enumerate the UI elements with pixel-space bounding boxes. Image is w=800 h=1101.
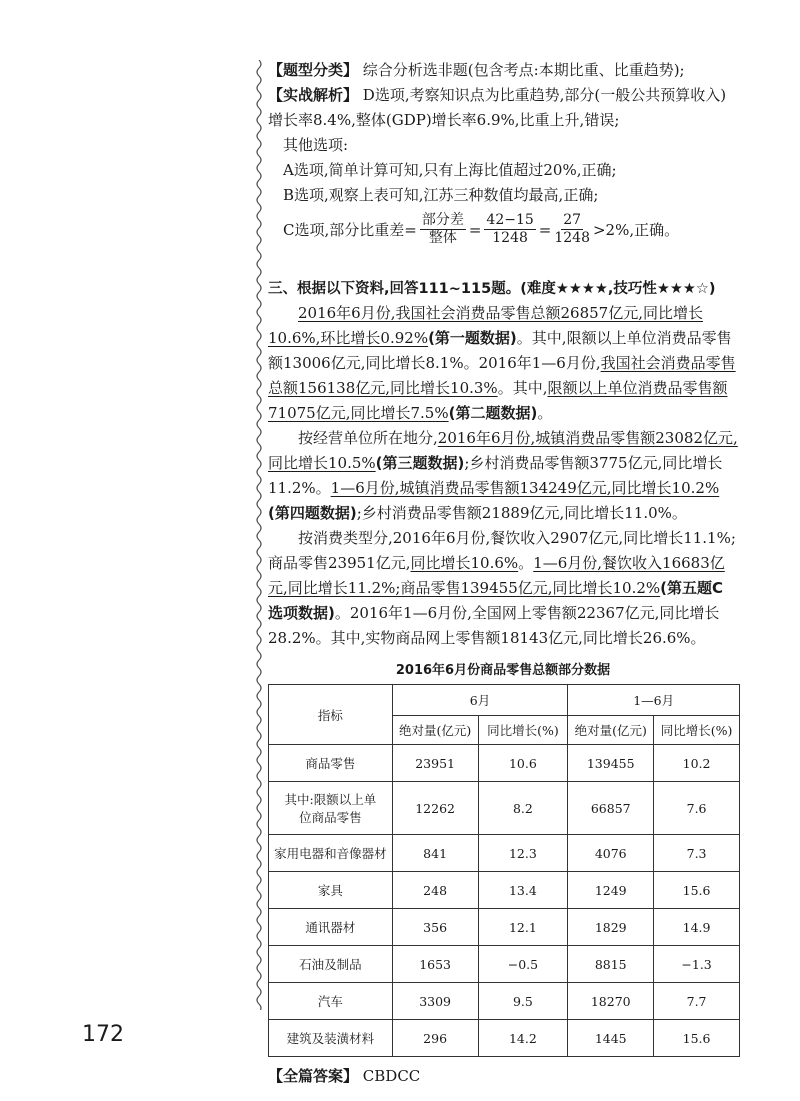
paragraph-text: 。 <box>518 554 534 572</box>
cell-june-abs: 356 <box>392 909 478 946</box>
other-options: 其他选项: <box>283 136 349 154</box>
cell-h1-abs: 1249 <box>568 872 654 909</box>
cell-h1-growth: 15.6 <box>654 872 740 909</box>
option-c-prefix: C选项,部分比重差= <box>283 221 417 239</box>
cell-h1-growth: 10.2 <box>654 745 740 782</box>
table-row <box>269 1020 740 1057</box>
paragraph-text: 。其中,限额以上单位消费品零售额13006亿元,同比增长8.1%。2016年1—6月份, <box>268 329 732 372</box>
margin-wavy-line <box>254 60 264 1010</box>
cell-june-growth: 13.4 <box>478 872 568 909</box>
table-row <box>269 909 740 946</box>
cell-h1-abs: 18270 <box>568 983 654 1020</box>
row-name: 其中:限额以上单位商品零售 <box>269 782 393 835</box>
cell-june-growth: 10.6 <box>478 745 568 782</box>
cell-june-abs: 841 <box>392 835 478 872</box>
header-jan-jun: 1—6月 <box>568 685 740 716</box>
cell-june-abs: 12262 <box>392 782 478 835</box>
cell-h1-abs: 1445 <box>568 1020 654 1057</box>
question-tag: (第五题C选项数据) <box>268 579 724 622</box>
cell-june-growth: 9.5 <box>478 983 568 1020</box>
table-row <box>269 946 740 983</box>
subheader-absolute: 绝对量(亿元) <box>392 716 478 745</box>
question-tag: (第一题数据) <box>428 329 517 347</box>
practice-text: D选项,考察知识点为比重趋势,部分(一般公共预算收入)增长率8.4%,整体(GDP)增长率6.9%,比重上升,错误; <box>268 86 727 129</box>
fraction-difference <box>484 212 535 247</box>
fraction-denominator: 整体 <box>428 230 457 246</box>
table-row <box>269 782 740 835</box>
row-name: 石油及制品 <box>269 946 393 983</box>
material-paragraph-3 <box>268 526 738 651</box>
paragraph-text: 2016年6月份,我国社会消费品零售总额26857亿元,同比增长10.6%,环比增长0.92% <box>268 304 703 347</box>
question-tag: (第三题数据) <box>375 454 465 472</box>
paragraph-text: 同比增长10.6% <box>410 554 519 572</box>
paragraph-text: 1—6月份,城镇消费品零售额134249亿元,同比增长10.2% <box>330 479 720 497</box>
row-name: 通讯器材 <box>269 909 393 946</box>
subheader-growth: 同比增长(%) <box>478 716 568 745</box>
cell-june-abs: 1653 <box>392 946 478 983</box>
section-heading: 三、根据以下资料,回答111~115题。(难度★★★★,技巧性★★★☆) <box>268 281 716 297</box>
table-row <box>269 835 740 872</box>
fraction-numerator: 42−15 <box>486 212 534 228</box>
cell-june-abs: 296 <box>392 1020 478 1057</box>
paragraph-text: 按消费类型分,2016年6月份,餐饮收入2907亿元,同比增长11.1%;商品零售23951亿元, <box>268 529 736 572</box>
practice-analysis <box>268 83 738 133</box>
paragraph-text: 我国社会消费品零售总额156138亿元,同比增长10.3% <box>268 354 736 397</box>
paragraph-text: 2016年6月份,城镇消费品零售额23082亿元,同比增长10.5% <box>268 429 738 472</box>
fraction-numerator: 部分差 <box>421 212 464 228</box>
table-row <box>269 872 740 909</box>
cell-june-growth: 12.1 <box>478 909 568 946</box>
type-label: 【题型分类】 <box>268 61 359 79</box>
paragraph-text: ;乡村消费品零售额21889亿元,同比增长11.0%。 <box>356 504 687 522</box>
subheader-absolute: 绝对量(亿元) <box>568 716 654 745</box>
type-classification <box>268 58 738 83</box>
cell-h1-growth: −1.3 <box>654 946 740 983</box>
cell-h1-abs: 66857 <box>568 782 654 835</box>
cell-h1-abs: 8815 <box>568 946 654 983</box>
row-name: 商品零售 <box>269 745 393 782</box>
type-text: 综合分析选非题(包含考点:本期比重、比重趋势); <box>362 61 685 79</box>
full-answer <box>268 1065 738 1086</box>
cell-h1-growth: 7.7 <box>654 983 740 1020</box>
fraction-result <box>554 212 590 247</box>
fraction-part-over-whole <box>420 212 466 247</box>
cell-h1-growth: 15.6 <box>654 1020 740 1057</box>
question-tag: (第四题数据) <box>268 504 357 522</box>
paragraph-text: 按经营单位所在地分, <box>298 429 438 447</box>
cell-h1-growth: 7.3 <box>654 835 740 872</box>
table-caption: 2016年6月份商品零售总额部分数据 <box>395 663 611 678</box>
page-content <box>268 58 738 1101</box>
cell-h1-abs: 139455 <box>568 745 654 782</box>
question-tag: (第二题数据) <box>448 404 538 422</box>
cell-h1-abs: 4076 <box>568 835 654 872</box>
cell-june-growth: 12.3 <box>478 835 568 872</box>
cell-june-growth: 8.2 <box>478 782 568 835</box>
cell-june-growth: 14.2 <box>478 1020 568 1057</box>
header-indicator: 指标 <box>269 685 393 745</box>
option-c-suffix: >2%,正确。 <box>592 221 680 239</box>
page-number: 172 <box>82 1022 124 1047</box>
equals-sign: = <box>468 220 482 239</box>
paragraph-text: 。其中, <box>497 379 548 397</box>
option-b: B选项,观察上表可知,江苏三种数值均最高,正确; <box>283 186 599 204</box>
paragraph-text: 1—6月份,餐饮收入16683亿元,同比增长11.2%;商品零售139455亿元,同比增长10.2% <box>268 554 725 597</box>
paragraph-text: 限额以上单位消费品零售额71075亿元,同比增长7.5% <box>268 379 728 422</box>
equals-sign: = <box>538 220 552 239</box>
row-name: 建筑及装潢材料 <box>269 1020 393 1057</box>
answer-text: CBDCC <box>362 1067 421 1085</box>
subheader-growth: 同比增长(%) <box>654 716 740 745</box>
row-name: 汽车 <box>269 983 393 1020</box>
option-c <box>268 212 738 247</box>
row-name: 家具 <box>269 872 393 909</box>
table-row <box>269 745 740 782</box>
cell-h1-growth: 14.9 <box>654 909 740 946</box>
practice-label: 【实战解析】 <box>268 86 359 104</box>
row-name: 家用电器和音像器材 <box>269 835 393 872</box>
paragraph-text: 。2016年1—6月份,全国网上零售额22367亿元,同比增长28.2%。其中,实物商品网上零售额18143亿元,同比增长26.6%。 <box>268 604 720 647</box>
fraction-numerator: 27 <box>563 212 582 228</box>
cell-h1-growth: 7.6 <box>654 782 740 835</box>
fraction-denominator: 1248 <box>554 230 590 246</box>
cell-june-abs: 3309 <box>392 983 478 1020</box>
cell-june-growth: −0.5 <box>478 946 568 983</box>
cell-june-abs: 23951 <box>392 745 478 782</box>
paragraph-text: 。 <box>537 404 553 422</box>
option-a: A选项,简单计算可知,只有上海比值超过20%,正确; <box>283 161 617 179</box>
paragraph-text: ;乡村消费品零售额3775亿元,同比增长11.2%。 <box>268 454 723 497</box>
material-paragraph-2 <box>268 426 738 526</box>
retail-data-table <box>268 684 740 1057</box>
header-june: 6月 <box>392 685 568 716</box>
table-row <box>269 983 740 1020</box>
material-paragraph-1 <box>268 301 738 426</box>
answer-label: 【全篇答案】 <box>268 1067 359 1085</box>
cell-june-abs: 248 <box>392 872 478 909</box>
fraction-denominator: 1248 <box>492 230 528 246</box>
cell-h1-abs: 1829 <box>568 909 654 946</box>
